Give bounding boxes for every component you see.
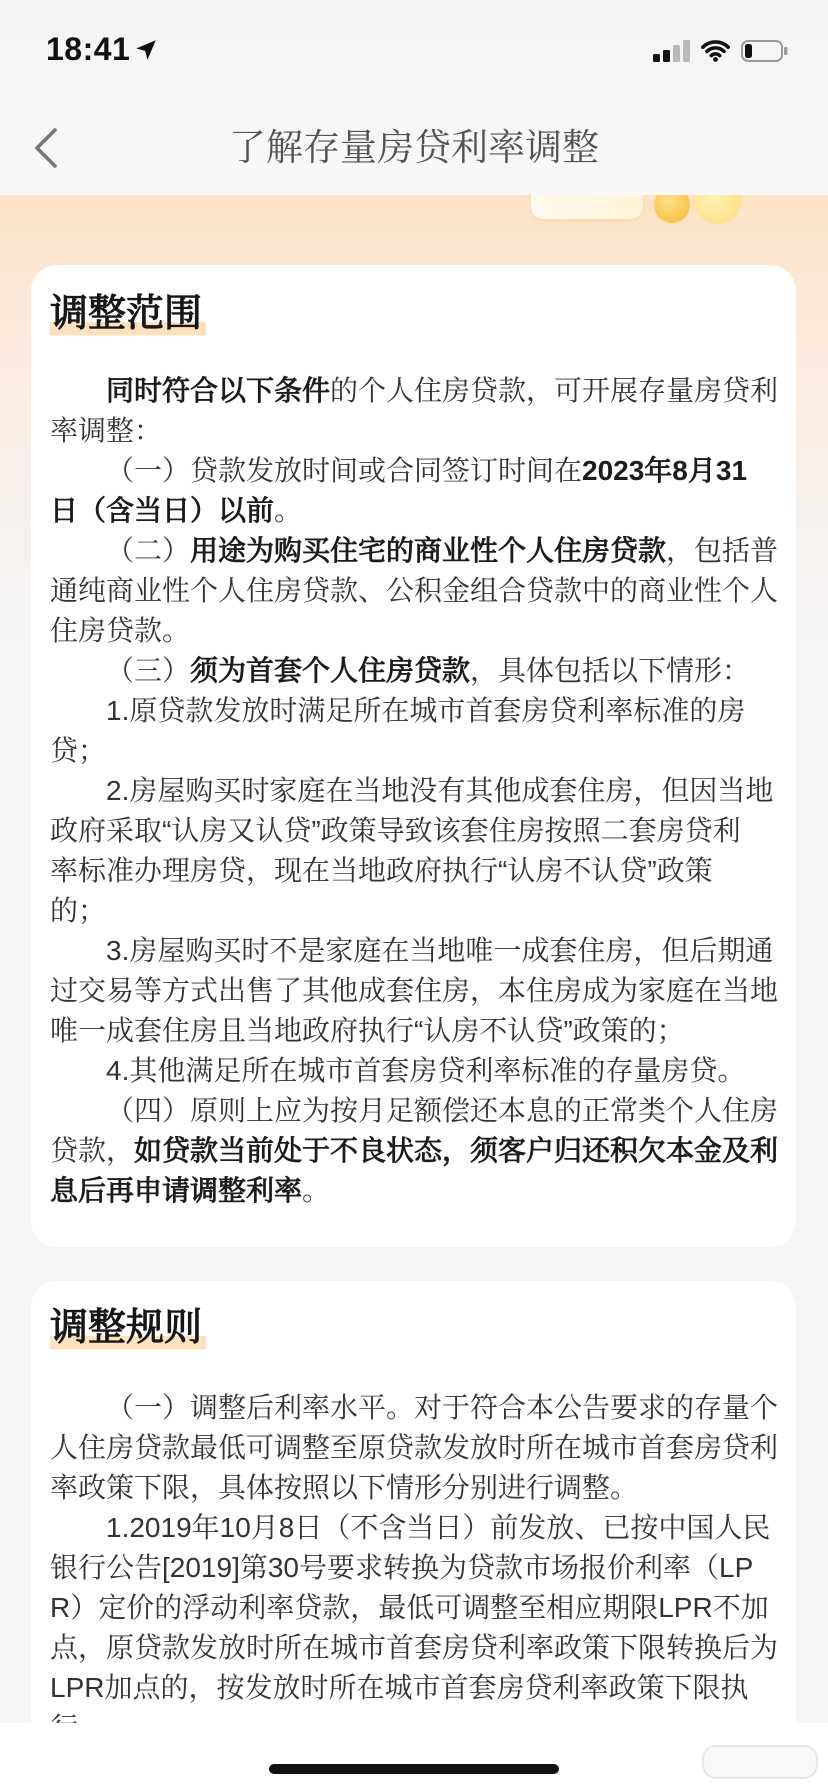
text-span: ，包括普: [666, 535, 779, 566]
paragraph: [50, 771, 778, 931]
watermark-logo: [702, 1745, 818, 1779]
section-card-adjust-rules: [31, 1281, 796, 1792]
text-line: [50, 491, 778, 531]
text-span: 贷款，: [50, 1135, 135, 1166]
signal-icon: [653, 40, 690, 62]
text-line: [50, 931, 778, 971]
text-span: 1.2019年10月8日（不含当日）前发放、已按中国人民: [106, 1512, 771, 1543]
paragraph: [50, 931, 778, 1051]
section-heading: 调整规则: [50, 1303, 206, 1353]
text-line: [50, 1388, 778, 1428]
paragraph: [50, 451, 778, 531]
paragraph: [50, 1388, 778, 1508]
text-span: 的个人住房贷款，可开展存量房贷利: [330, 375, 779, 406]
bold-text-span: 用途为购买住宅的商业性个人住房贷款: [190, 535, 667, 566]
section-body: [50, 1388, 778, 1748]
text-line: [50, 1011, 778, 1051]
text-span: LPR加点的，按发放时所在城市首套房贷利率政策下限执: [50, 1672, 749, 1703]
text-line: [50, 1171, 778, 1211]
paragraph: [50, 691, 778, 771]
paragraph: [50, 651, 778, 691]
text-span: 唯一成套住房且当地政府执行“认房不认贷”政策的；: [50, 1015, 685, 1046]
text-span: 率调整：: [50, 415, 163, 446]
text-line: [50, 691, 778, 731]
text-line: [50, 371, 778, 411]
coin-icon: [694, 195, 742, 224]
text-line: [50, 531, 778, 571]
text-line: [50, 1131, 778, 1171]
bold-text-span: 如贷款当前处于不良状态，须客户归还积欠本金及利: [134, 1135, 779, 1166]
text-span: （一）贷款发放时间或合同签订时间在: [106, 455, 583, 486]
text-span: 率标准办理房贷，现在当地政府执行“认房不认贷”政策: [50, 855, 713, 886]
section-card-adjust-scope: [31, 265, 796, 1247]
text-span: 贷；: [50, 735, 107, 766]
text-line: [50, 731, 778, 771]
text-line: [50, 571, 778, 611]
location-arrow-icon: [133, 37, 159, 63]
text-span: ，具体包括以下情形：: [470, 655, 751, 686]
text-span: 率政策下限，具体按照以下情形分别进行调整。: [50, 1472, 639, 1503]
text-line: [50, 1628, 778, 1668]
bold-text-span: 息后再申请调整利率: [50, 1175, 303, 1206]
text-line: [50, 1428, 778, 1468]
text-span: （一）调整后利率水平。对于符合本公告要求的存量个: [106, 1392, 779, 1423]
text-span: 住房贷款。: [50, 615, 191, 646]
text-span: 4.其他满足所在城市首套房贷利率标准的存量房贷。: [106, 1055, 746, 1086]
text-span: R）定价的浮动利率贷款，最低可调整至相应期限LPR不加: [50, 1592, 769, 1623]
text-span: 过交易等方式出售了其他成套住房，本住房成为家庭在当地: [50, 975, 779, 1006]
text-line: [50, 1051, 778, 1091]
text-line: [50, 451, 778, 491]
text-line: [50, 971, 778, 1011]
text-line: [50, 411, 778, 451]
text-span: 银行公告[2019]第30号要求转换为贷款市场报价利率（LP: [50, 1552, 754, 1583]
back-button[interactable]: [24, 118, 68, 178]
text-line: [50, 811, 778, 851]
bold-text-span: 日（含当日）以前: [50, 495, 275, 526]
text-span: 通纯商业性个人住房贷款、公积金组合贷款中的商业性个人: [50, 575, 779, 606]
text-line: [50, 1468, 778, 1508]
bold-text-span: 须为首套个人住房贷款: [190, 655, 471, 686]
section-heading: 调整范围: [50, 289, 206, 339]
text-span: （三）: [106, 655, 191, 686]
text-span: （二）: [106, 535, 191, 566]
bold-text-span: 2023年8月31: [582, 455, 748, 486]
status-time: 18:41: [46, 31, 131, 67]
text-line: [50, 1508, 778, 1548]
bottom-safe-area: [0, 1723, 828, 1792]
text-line: [50, 1091, 778, 1131]
text-span: 点，原贷款发放时所在城市首套房贷利率政策下限转换后为: [50, 1632, 779, 1663]
banner-illustration-card: [531, 195, 643, 219]
text-line: [50, 651, 778, 691]
section-body: [50, 371, 778, 1211]
text-line: [50, 771, 778, 811]
text-line: [50, 891, 778, 931]
text-span: 1.原贷款发放时满足所在城市首套房贷利率标准的房: [106, 695, 746, 726]
text-span: 。: [274, 495, 303, 526]
bold-text-span: 同时符合以下条件: [106, 375, 331, 406]
text-line: [50, 1548, 778, 1588]
paragraph: [50, 1508, 778, 1748]
text-line: [50, 851, 778, 891]
top-header: [0, 0, 828, 195]
text-line: [50, 1668, 778, 1708]
paragraph: [50, 1091, 778, 1211]
wifi-icon: [700, 39, 731, 62]
paragraph: [50, 371, 778, 451]
chevron-left-icon: [33, 127, 59, 169]
text-span: 2.房屋购买时家庭在当地没有其他成套住房，但因当地: [106, 775, 774, 806]
text-span: 。: [302, 1175, 331, 1206]
text-span: （四）原则上应为按月足额偿还本息的正常类个人住房: [106, 1095, 779, 1126]
text-line: [50, 1588, 778, 1628]
paragraph: [50, 1051, 778, 1091]
paragraph: [50, 531, 778, 651]
text-span: 政府采取“认房又认贷”政策导致该套住房按照二套房贷利: [50, 815, 741, 846]
page-title: 了解存量房贷利率调整: [229, 127, 599, 168]
text-span: 3.房屋购买时不是家庭在当地唯一成套住房，但后期通: [106, 935, 774, 966]
text-line: [50, 611, 778, 651]
coin-icon: [654, 195, 690, 223]
battery-icon: [741, 40, 789, 62]
text-span: 的；: [50, 895, 107, 926]
text-span: 人住房贷款最低可调整至原贷款发放时所在城市首套房贷利: [50, 1432, 779, 1463]
home-indicator[interactable]: [269, 1764, 559, 1774]
